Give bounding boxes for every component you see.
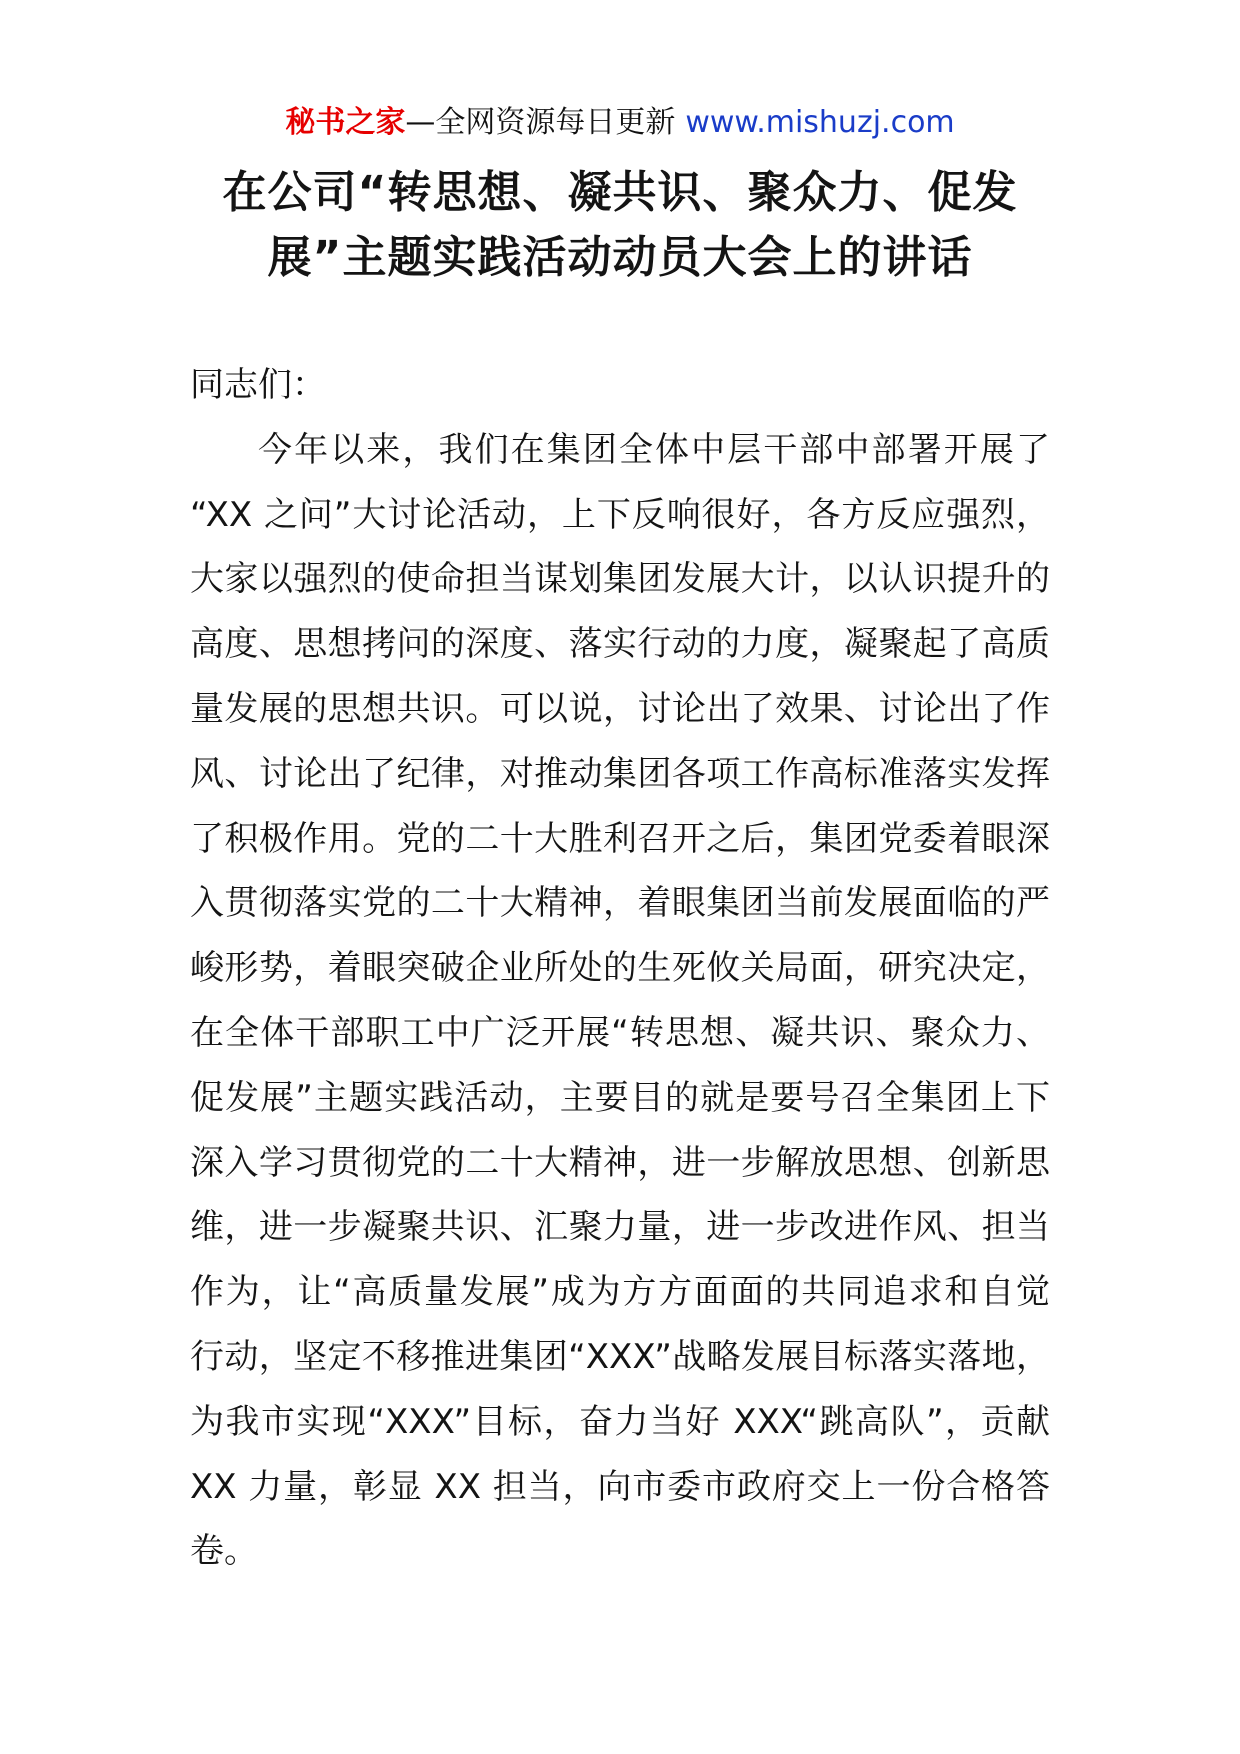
site-name: 秘书之家 [285, 105, 406, 140]
body-line: 深入学习贯彻党的二十大精神，进一步解放思想、创新思 [190, 1142, 1050, 1183]
document-title [140, 160, 1100, 290]
body-line: 今年以来，我们在集团全体中层干部中部署开展了 [258, 429, 1050, 470]
site-banner [0, 101, 1240, 145]
body-line: XX 力量，彰显 XX 担当，向市委市政府交上一份合格答 [190, 1466, 1050, 1507]
site-tagline: —全网资源每日更新 [405, 105, 676, 140]
body-line: 在全体干部职工中广泛开展“转思想、凝共识、聚众力、 [190, 1012, 1050, 1053]
salutation: 同志们： [190, 365, 326, 405]
body-line: 行动，坚定不移推进集团“XXX”战略发展目标落实落地， [190, 1336, 1050, 1377]
body-line: 峻形势，着眼突破企业所处的生死攸关局面，研究决定， [190, 948, 1050, 989]
title-line-1: 在公司“转思想、凝共识、聚众力、促发 [222, 167, 1018, 218]
speech-body [190, 353, 1050, 1584]
body-line: 高度、思想拷问的深度、落实行动的力度，凝聚起了高质 [190, 624, 1050, 665]
body-line: 促发展”主题实践活动，主要目的就是要号召全集团上下 [190, 1077, 1050, 1118]
body-line: 卷。 [190, 1531, 258, 1572]
body-line: 大家以强烈的使命担当谋划集团发展大计，以认识提升的 [190, 559, 1050, 600]
title-line-2: 展”主题实践活动动员大会上的讲话 [267, 232, 973, 283]
site-url-link[interactable]: www.mishuzj.com [685, 105, 955, 140]
body-line: “XX 之问”大讨论活动，上下反响很好，各方反应强烈， [190, 494, 1050, 535]
body-line: 作为，让“高质量发展”成为方方面面的共同追求和自觉 [190, 1272, 1050, 1313]
body-line: 为我市实现“XXX”目标，奋力当好 XXX“跳高队”，贡献 [190, 1401, 1050, 1442]
body-line: 量发展的思想共识。可以说，讨论出了效果、讨论出了作 [190, 688, 1050, 729]
body-line: 维，进一步凝聚共识、汇聚力量，进一步改进作风、担当 [190, 1207, 1050, 1248]
body-line: 入贯彻落实党的二十大精神，着眼集团当前发展面临的严 [190, 883, 1050, 924]
body-line: 了积极作用。党的二十大胜利召开之后，集团党委着眼深 [190, 818, 1050, 859]
body-line: 风、讨论出了纪律，对推动集团各项工作高标准落实发挥 [190, 753, 1050, 794]
